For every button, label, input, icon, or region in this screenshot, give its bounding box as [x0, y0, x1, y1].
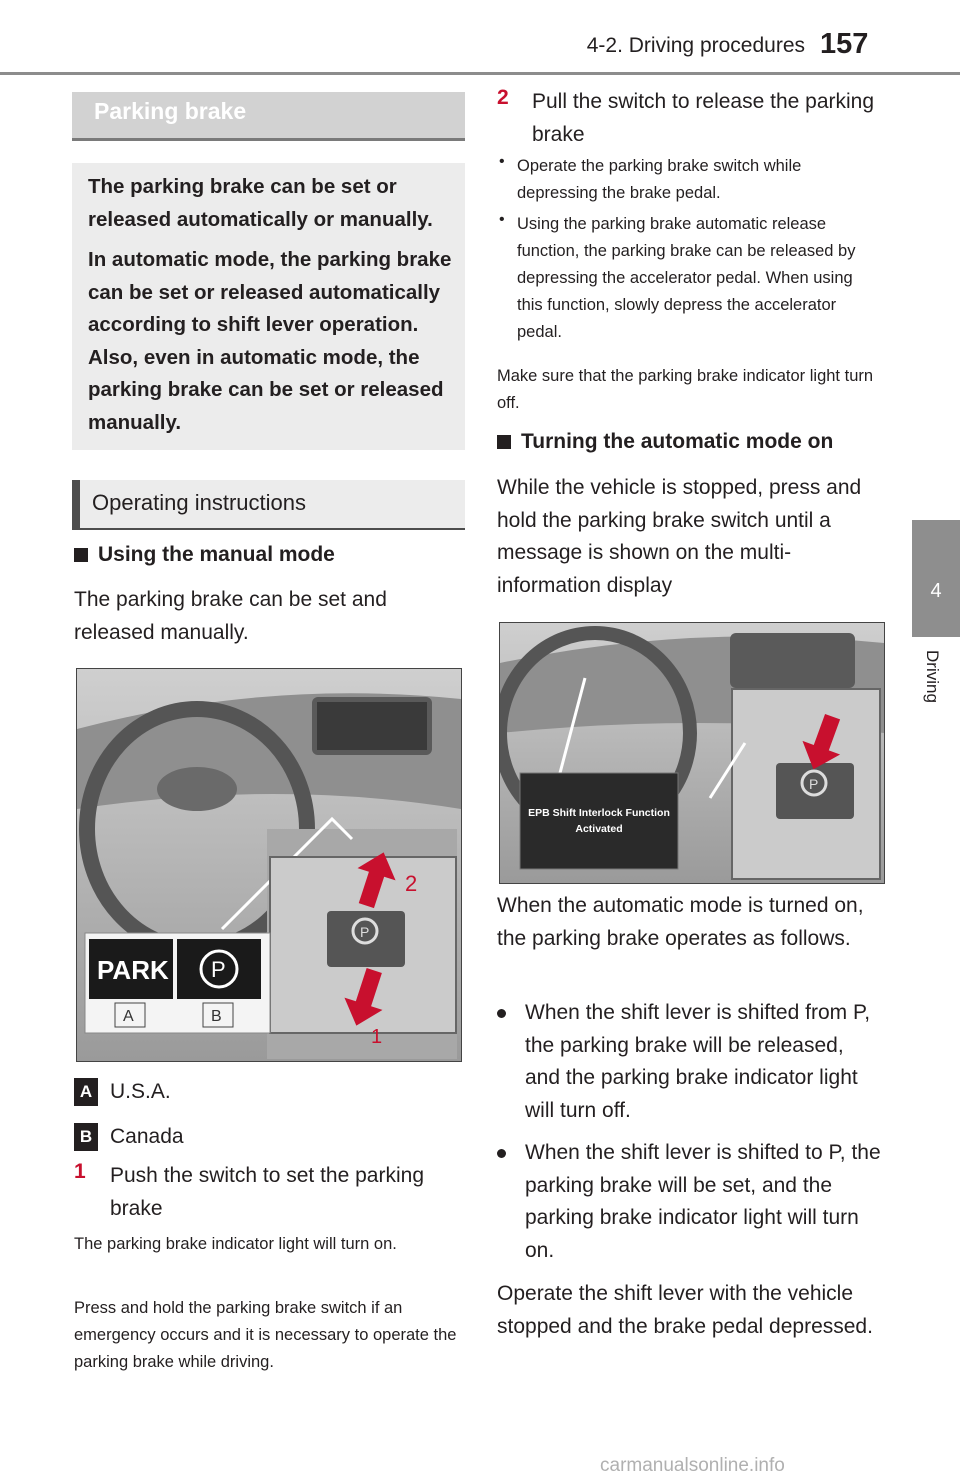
dot-bullet-icon	[497, 1009, 506, 1018]
arrow-2-label: 2	[405, 871, 418, 896]
dashboard-illustration-2	[500, 623, 884, 883]
display-message-line-1: EPB Shift Interlock Function	[528, 807, 670, 819]
automatic-mode-subheading-text: Turning the automatic mode on	[521, 430, 834, 453]
parking-brake-summary-box	[72, 163, 465, 450]
release-bullet-1-text: Operate the parking brake switch while depressing the brake pedal.	[517, 157, 802, 202]
step-2-text: Pull the switch to release the parking brake	[532, 90, 875, 146]
parking-brake-heading-text: Parking brake	[94, 98, 247, 124]
closing-text: Operate the shift lever with the vehicle stopped and the brake pedal depressed.	[497, 1282, 873, 1338]
release-bullet-2: • Using the parking brake automatic release function, the parking brake can be released by depressing the accelerator pedal. When using this function, slowly depress the accelerator pedal.	[497, 211, 882, 346]
parking-brake-heading	[72, 92, 465, 141]
dashboard-illustration-1	[77, 669, 461, 1061]
step-1-text: Push the switch to set the parking brake	[110, 1164, 425, 1220]
p-icon: P	[360, 924, 370, 940]
callout-b: B	[211, 1008, 222, 1025]
legend-key-a: A	[74, 1078, 98, 1106]
display-message-line-2: Activated	[575, 823, 623, 835]
manual-mode-subheading	[74, 543, 464, 567]
automatic-mode-bullets	[497, 997, 882, 1267]
chapter-label	[922, 650, 952, 730]
svg-text:P: P	[809, 776, 819, 792]
auto-bullet-2-text: When the shift lever is shifted to P, the parking brake will be set, and the parking brake indicator light will turn on.	[525, 1141, 881, 1262]
auto-bullet-1-text: When the shift lever is shifted from P, the parking brake will be released, and the parking brake indicator light will turn off.	[525, 1001, 871, 1122]
svg-text:P: P	[211, 957, 226, 982]
note-emergency: Press and hold the parking brake switch if an emergency occurs and it is necessary to operate the parking brake while driving.	[74, 1299, 457, 1371]
manual-mode-illustration	[76, 668, 462, 1062]
chapter-label-text: Driving	[923, 650, 942, 703]
arrow-1-label: 1	[371, 1026, 383, 1048]
step-1-number: 1	[74, 1160, 86, 1183]
manual-mode-text: The parking brake can be set and released manually.	[74, 588, 387, 644]
legend-key-b: B	[74, 1123, 98, 1151]
automatic-mode-after-text: When the automatic mode is turned on, the parking brake operates as follows.	[497, 894, 864, 950]
automatic-mode-subheading	[497, 430, 887, 454]
header-section-title: 4-2. Driving procedures	[586, 34, 805, 57]
manual-mode-subheading-text: Using the manual mode	[98, 543, 335, 566]
note-indicator-off: Make sure that the parking brake indicator light turn off.	[497, 367, 874, 412]
summary-paragraph-2: In automatic mode, the parking brake can be set or released automatically according to shift lever operation. Also, even in automatic mode, the parking brake can be set or released manually.	[88, 248, 452, 434]
automatic-mode-illustration	[499, 622, 885, 884]
chapter-number: 4	[930, 580, 942, 602]
chapter-tab	[912, 520, 960, 637]
release-bullet-1: • Operate the parking brake switch while depressing the brake pedal.	[497, 153, 882, 207]
note-indicator-on: The parking brake indicator light will turn on.	[74, 1235, 397, 1253]
square-bullet-icon	[497, 435, 511, 449]
summary-paragraph-1: The parking brake can be set or released automatically or manually.	[88, 175, 433, 231]
page-number: 157	[820, 28, 869, 60]
callout-a: A	[123, 1008, 134, 1025]
release-bullet-2-text: Using the parking brake automatic release function, the parking brake can be released by depressing the accelerator pedal. When using this function, slowly depress the accelerator pedal.	[517, 215, 856, 341]
header-rule	[0, 72, 960, 75]
auto-bullet-2	[497, 1137, 882, 1267]
release-bullets	[497, 153, 882, 346]
watermark: carmanualsonline.info	[600, 1455, 785, 1476]
dot-bullet-icon	[497, 1149, 506, 1158]
legend-text-b: Canada	[110, 1125, 184, 1148]
automatic-mode-text: While the vehicle is stopped, press and hold the parking brake switch until a message is shown on the multi-information display	[497, 476, 862, 597]
square-bullet-icon	[74, 548, 88, 562]
operating-instructions-heading-text: Operating instructions	[92, 490, 306, 515]
legend-text-a: U.S.A.	[110, 1080, 171, 1103]
park-indicator-label: PARK	[97, 955, 169, 985]
operating-instructions-heading	[72, 480, 465, 530]
auto-bullet-1	[497, 997, 882, 1127]
step-2-number: 2	[497, 86, 509, 109]
